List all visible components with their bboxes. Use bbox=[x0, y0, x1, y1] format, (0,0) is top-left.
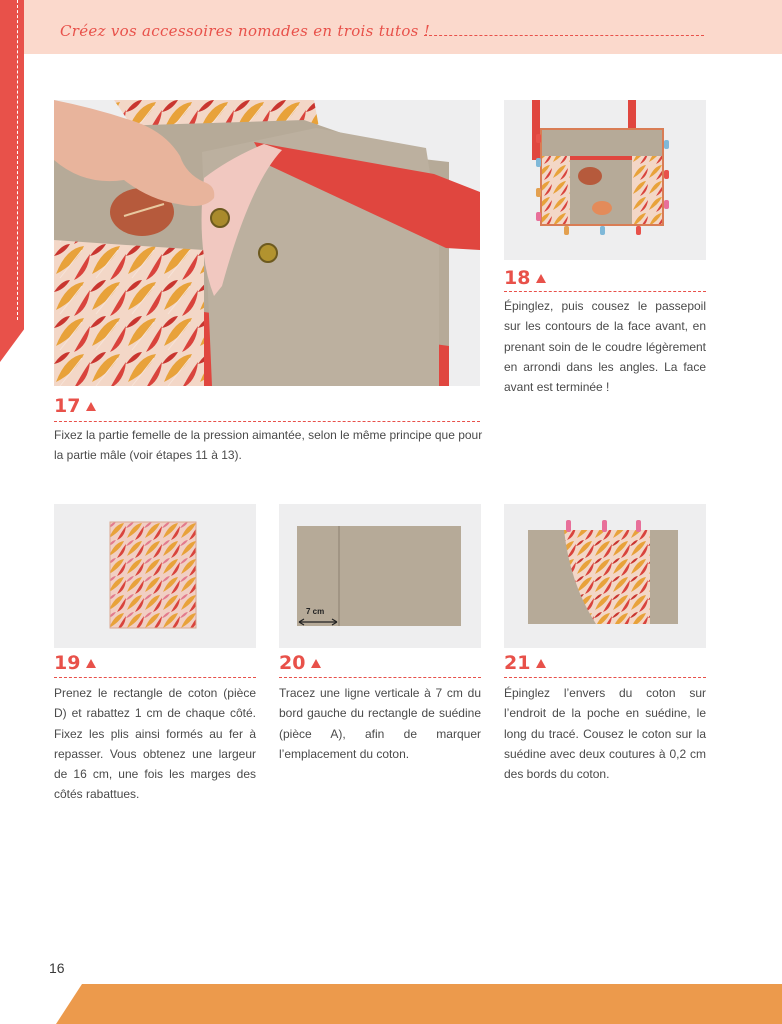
step-19-photo bbox=[54, 504, 256, 648]
step-17-text: Fixez la partie femelle de la pression aimantée, selon le même principe que pour la partie mâle (voir étapes 11 à 13). bbox=[54, 428, 483, 463]
triangle-icon bbox=[311, 659, 321, 668]
step-21-divider bbox=[504, 677, 706, 678]
pin-clip bbox=[536, 212, 541, 221]
step-17-number-text: 17 bbox=[54, 395, 81, 417]
triangle-icon bbox=[86, 659, 96, 668]
step-18-number bbox=[504, 267, 546, 289]
step-18-number-text: 18 bbox=[504, 267, 531, 289]
page-number: 16 bbox=[49, 960, 65, 976]
side-strip bbox=[0, 0, 24, 362]
footer-band bbox=[56, 984, 782, 1024]
step-17-number bbox=[54, 395, 96, 417]
step-18-divider bbox=[504, 291, 706, 292]
step-17-divider bbox=[54, 421, 480, 422]
pin-clip bbox=[664, 140, 669, 149]
header-dashed-line bbox=[424, 35, 704, 36]
step-20-photo bbox=[279, 504, 481, 648]
step-19-number bbox=[54, 652, 96, 674]
step-21-number-text: 21 bbox=[504, 652, 531, 674]
measurement-label: 7 cm bbox=[306, 607, 325, 616]
step-19-number-text: 19 bbox=[54, 652, 81, 674]
header-title: Créez vos accessoires nomades en trois tutos ! bbox=[60, 22, 431, 40]
step-20-text: Tracez une ligne verticale à 7 cm du bord gauche du rectangle de suédine (pièce A), afin de marquer l’emplacement du coton. bbox=[279, 686, 481, 761]
step-19-text: Prenez le rectangle de coton (pièce D) et rabattez 1 cm de chaque côté. Fixez les plis ainsi formés au fer à repasser. Vous obtenez une largeur de 16 cm, une fois les marges des côtés rabattues. bbox=[54, 686, 256, 802]
pin-clip bbox=[636, 226, 641, 235]
step-20-number-text: 20 bbox=[279, 652, 306, 674]
pin-clip bbox=[664, 200, 669, 209]
pin-clip bbox=[600, 226, 605, 235]
pin-clip bbox=[664, 170, 669, 179]
triangle-icon bbox=[86, 402, 96, 411]
step-18-text: Épinglez, puis cousez le passepoil sur les contours de la face avant, en prenant soin de le coudre légèrement en arrondi dans les angles. La face avant est terminée ! bbox=[504, 299, 706, 395]
pin-clip bbox=[564, 226, 569, 235]
triangle-icon bbox=[536, 659, 546, 668]
pin-clip bbox=[536, 188, 541, 197]
step-20-number bbox=[279, 652, 321, 674]
step-19-divider bbox=[54, 677, 256, 678]
step-18-photo bbox=[504, 100, 706, 260]
step-20-divider bbox=[279, 677, 481, 678]
pin-clip bbox=[536, 134, 541, 143]
step-17-photo bbox=[54, 100, 480, 386]
side-stitch-line bbox=[17, 0, 18, 320]
step-21-photo bbox=[504, 504, 706, 648]
pin-clip bbox=[536, 158, 541, 167]
triangle-icon bbox=[536, 274, 546, 283]
step-21-text: Épinglez l’envers du coton sur l’endroit de la poche en suédine, le long du tracé. Cousez le coton sur la suédine avec deux coutures à 0,2 cm des bords du coton. bbox=[504, 686, 706, 782]
step-21-number bbox=[504, 652, 546, 674]
